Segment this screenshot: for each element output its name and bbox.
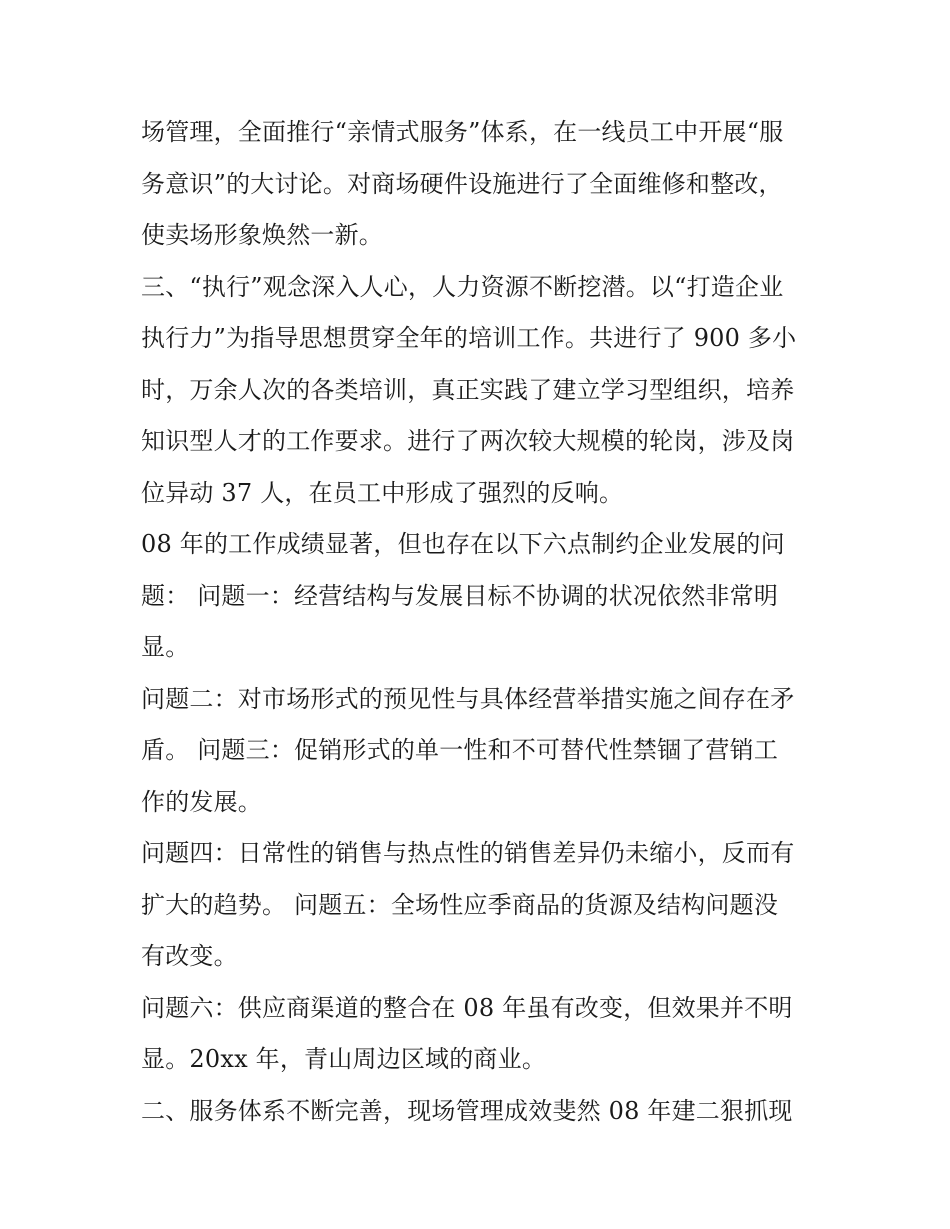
text-line: 显。 (141, 633, 190, 661)
text-line: 场管理，全面推行“亲情式服务”体系，在一线员工中开展“服 (141, 118, 784, 146)
text-line: 使卖场形象焕然一新。 (141, 221, 383, 249)
text-line: 位异动 37 人，在员工中形成了强烈的反响。 (141, 478, 624, 507)
text-line: 时，万余人次的各类培训，真正实践了建立学习型组织，培养 (141, 375, 795, 404)
text-line: 二、服务体系不断完善，现场管理成效斐然 08 年建二狠抓现 (141, 1096, 793, 1125)
text-line: 题： 问题一：经营结构与发展目标不协调的状况依然非常明 (141, 581, 779, 610)
document-body (141, 107, 821, 1137)
text-line: 显。20xx 年，青山周边区域的商业。 (141, 1045, 547, 1073)
text-line: 问题二：对市场形式的预见性与具体经营举措实施之间存在矛 (141, 684, 795, 713)
text-line: 问题六：供应商渠道的整合在 08 年虽有改变，但效果并不明 (141, 993, 793, 1022)
text-line: 08 年的工作成绩显著，但也存在以下六点制约企业发展的问 (141, 530, 785, 558)
text-line: 三、“执行”观念深入人心，人力资源不断挖潜。以“打造企业 (141, 272, 784, 301)
text-line: 知识型人才的工作要求。进行了两次较大规模的轮岗，涉及岗 (141, 427, 795, 455)
text-line: 执行力”为指导思想贯穿全年的培训工作。共进行了 900 多小 (141, 324, 797, 352)
text-line: 有改变。 (141, 942, 238, 970)
text-line: 问题四：日常性的销售与热点性的销售差异仍未缩小，反而有 (141, 839, 795, 867)
text-line: 务意识”的大讨论。对商场硬件设施进行了全面维修和整改， (141, 169, 783, 198)
text-line: 扩大的趋势。 问题五：全场性应季商品的货源及结构问题没 (141, 890, 779, 919)
text-line: 作的发展。 (141, 787, 262, 816)
text-line: 盾。 问题三：促销形式的单一性和不可替代性禁锢了营销工 (141, 736, 779, 764)
